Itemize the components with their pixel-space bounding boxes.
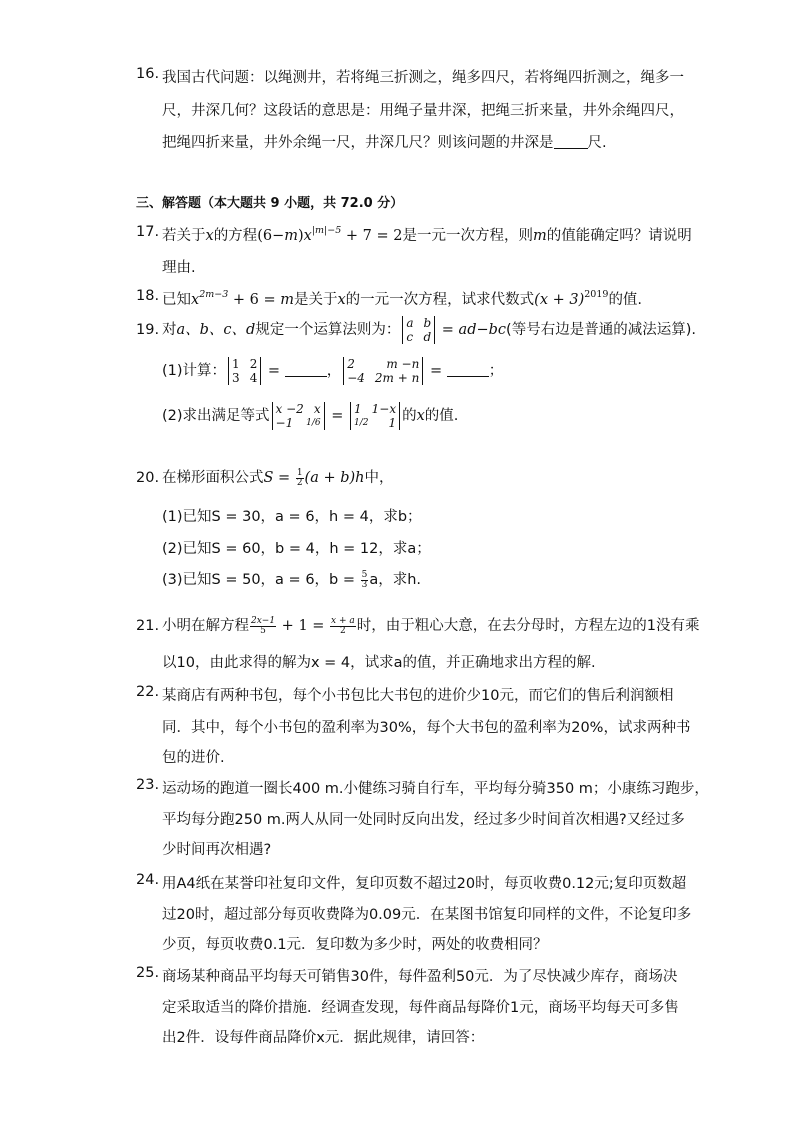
q22-line2: 同．其中，每个小书包的盈利率为30%，每个大书包的盈利率为20%，试求两种书: [162, 720, 691, 736]
q18-text: 已知: [162, 292, 191, 308]
q16-line2: 尺，井深几何？这段话的意思是：用绳子量井深，把绳三折来量，井外余绳四尺，: [162, 103, 684, 119]
q24-line3: 少页，每页收费0.1元．复印数为多少时，两处的收费相同？: [162, 937, 548, 953]
q16-line3: [162, 131, 607, 152]
q21-line1: [162, 614, 700, 636]
q20-sub3: [162, 568, 421, 590]
q16-number: 16.: [136, 66, 160, 82]
q18-text: 是关于: [293, 292, 338, 308]
q24-line1: 用A4纸在某誉印社复印文件，复印页数不超过20时，每页收费0.12元;复印页数超: [162, 876, 687, 892]
q19-text: (等号右边是普通的减法运算).: [506, 322, 696, 338]
q19-number: 19.: [136, 322, 160, 338]
q17-var-m: m: [532, 228, 547, 244]
q20-sub2: (2)已知S = 60，b = 4，h = 12，求a；: [162, 541, 431, 557]
q20-sub3-text: a，求h.: [369, 572, 422, 588]
q17-text: 若关于: [162, 228, 206, 244]
q17-text: 的值能确定吗？请说明: [546, 228, 692, 244]
q19-var-x: x: [416, 408, 425, 424]
q23-line3: 少时间再次相遇?: [162, 842, 272, 858]
q19-det4: 1 1−x 1/2 1: [350, 402, 400, 430]
q21-line2: 以10，由此求得的解为x = 4，试求a的值，并正确地求出方程的解.: [162, 655, 596, 671]
q25-number: 25.: [136, 965, 160, 981]
q20-text: 中，: [364, 470, 394, 486]
q20-sub3-text: (3)已知S = 50，a = 6，b =: [162, 572, 360, 588]
q18-var-x: x: [191, 292, 200, 308]
q18-expr: (x + 3): [534, 292, 585, 308]
q23-number: 23.: [136, 777, 160, 793]
q23-line1: 运动场的跑道一圈长400 m.小健练习骑自行车，平均每分骑350 m；小康练习跑步，: [162, 781, 709, 797]
q25-line2: 定采取适当的降价措施．经调查发现，每件商品每降价1元，商场平均每天可多售: [162, 1000, 679, 1016]
q18-exponent: 2019: [584, 289, 609, 300]
q19-expr: = ad−bc: [437, 322, 507, 338]
q25-line3: 出2件．设每件商品降价x元．据此规律，请回答：: [162, 1030, 485, 1046]
q19-det2: 2 m −n −4 2m + n: [343, 357, 423, 385]
q17-text: 的方程: [213, 228, 258, 244]
q19-part1: (1)计算： 1 2 3 4 = ， 2 m −n −4 2m + n = ；: [162, 357, 504, 385]
q19-part2: (2)求出满足等式 x −2 x −1 1/6 = 1 1−x 1/2 1 的x的值.: [162, 402, 459, 430]
q21-expr: + 1 =: [277, 618, 330, 634]
q19-det-def: a b c d: [402, 316, 435, 344]
q22-line3: 包的进价.: [162, 750, 225, 766]
q18-var-m: m: [280, 292, 294, 308]
q17-text: 是一元一次方程，则: [402, 228, 533, 244]
q19-text: 的: [402, 408, 417, 424]
q21-text: 时，由于粗心大意，在去分母时，方程左边的1没有乘: [356, 618, 700, 634]
q17-var-m: m: [284, 228, 298, 244]
q19-det3: x −2 x −1 1/6: [272, 402, 325, 430]
q19-line1: [162, 316, 696, 344]
q17-exponent: |m|−5: [311, 225, 342, 236]
q22-line1: 某商店有两种书包，每个小书包比大书包的进价少10元，而它们的售后利润额相: [162, 688, 674, 704]
q21-fraction-left: $\frac{2x-1}{5}$: [251, 615, 276, 636]
q18-exponent: 2m−3: [199, 289, 229, 300]
q24-line2: 过20时，超过部分每页收费降为0.09元．在某图书馆复印同样的文件，不论复印多: [162, 907, 692, 923]
q21-number: 21.: [136, 618, 160, 634]
q16-answer-blank[interactable]: [554, 134, 588, 149]
q24-number: 24.: [136, 872, 160, 888]
q19-det1: 1 2 3 4: [228, 357, 261, 385]
q19-text: 的值.: [424, 408, 459, 424]
q20-sub1: (1)已知S = 30，a = 6，h = 4，求b；: [162, 509, 422, 525]
q17-expr: ): [297, 228, 304, 244]
q19-text: 对: [162, 322, 177, 338]
q16-line3-text: 把绳四折来量，井外余绳一尺，井深几尺？则该问题的井深是: [162, 135, 554, 151]
q20-line1: 在梯形面积公式S = $\frac{1}{2}$ (a + b)h中，: [162, 467, 394, 488]
q19-blank2[interactable]: [447, 362, 489, 377]
q22-number: 22.: [136, 684, 160, 700]
q19-blank1[interactable]: [285, 362, 327, 377]
q18-text: 的一元一次方程，试求代数式: [345, 292, 535, 308]
q17-expr: (6−: [257, 228, 285, 244]
q20-sub3-fraction: $\frac{5}{3}$: [361, 569, 368, 590]
q23-line2: 平均每分跑250 m.两人从同一处同时反向出发，经过多少时间首次相遇?又经过多: [162, 812, 685, 828]
q21-fraction-right: $\frac{x + a}{2}$: [331, 615, 355, 636]
q19-part1-label: (1)计算：: [162, 363, 227, 379]
q20-number: 20.: [136, 470, 160, 486]
q21-text: 小明在解方程: [162, 618, 249, 634]
q20-fraction: $\frac{1}{2}$: [296, 467, 303, 488]
q25-line1: 商场某种商品平均每天可销售30件，每件盈利50元．为了尽快减少库存，商场决: [162, 969, 678, 985]
q17-number: 17.: [136, 224, 160, 240]
q17-expr: + 7 = 2: [341, 228, 403, 244]
q16-line3-end: 尺.: [587, 135, 607, 151]
q17-var-x: x: [205, 228, 214, 244]
q19-part2-label: (2)求出满足等式: [162, 408, 270, 424]
q18-var-x: x: [337, 292, 346, 308]
q18-line1: [162, 288, 642, 309]
q18-text: 的值.: [608, 292, 643, 308]
q19-text: 规定一个运算法则为：: [255, 322, 401, 338]
q20-text: 在梯形面积公式: [162, 470, 264, 486]
q17-line1: [162, 224, 692, 245]
q20-formula: (a + b)h: [304, 470, 365, 486]
q18-expr: + 6 =: [228, 292, 281, 308]
q16-line1: 我国古代问题：以绳测井，若将绳三折测之，绳多四尺，若将绳四折测之，绳多一: [162, 70, 684, 86]
section3-heading: 三、解答题（本大题共 9 小题，共 72.0 分）: [136, 196, 404, 211]
q19-vars: a、b、c、d: [176, 322, 256, 338]
q17-line2: 理由.: [162, 260, 196, 276]
q17-var-x: x: [303, 228, 312, 244]
q18-number: 18.: [136, 288, 160, 304]
